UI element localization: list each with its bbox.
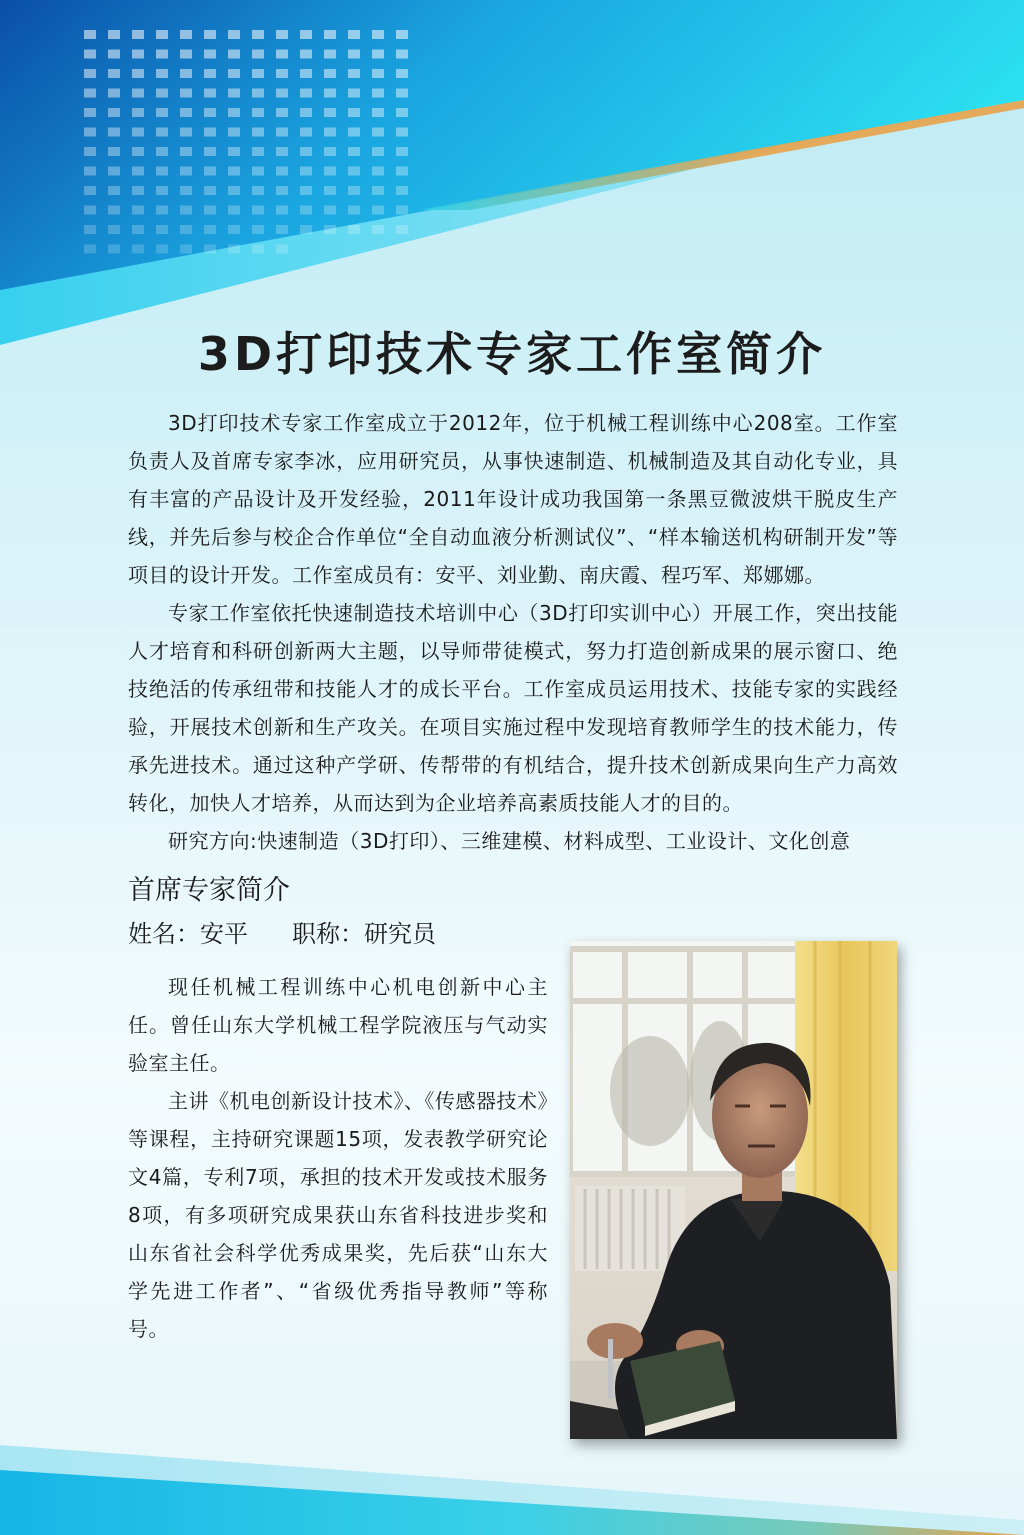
expert-name-rank xyxy=(128,914,436,949)
expert-biography xyxy=(128,968,548,1348)
research-directions: 研究方向:快速制造（3D打印）、三维建模、材料成型、工业设计、文化创意 xyxy=(168,829,851,853)
intro-paragraph: 3D打印技术专家工作室成立于2012年，位于机械工程训练中心208室。工作室负责人及首席专家李冰，应用研究员，从事快速制造、机械制造及其自动化专业，具有丰富的产品设计及开发经验，2011年设计成功我国第一条黑豆微波烘干脱皮生产线，并先后参与校企合作单位“全自动血液分析测试仪”、“样本输送机构研制开发”等项目的设计开发。工作室成员有：安平、刘业勤、南庆霞、程巧军、郑娜娜。 xyxy=(128,411,898,587)
page-title: 3D打印技术专家工作室简介 xyxy=(197,327,827,381)
expert-name: 姓名：安平 xyxy=(128,920,248,948)
expert-section-heading: 首席专家简介 xyxy=(128,875,290,906)
bio-paragraph: 主讲《机电创新设计技术》、《传感器技术》等课程，主持研究课题15项，发表教学研究论文4篇，专利7项，承担的技术开发或技术服务8项，有多项研究成果获山东省科技进步奖和山东省社会科学优秀成果奖，先后获“山东大学先进工作者”、“省级优秀指导教师”等称号。 xyxy=(128,1089,548,1341)
intro-paragraph: 专家工作室依托快速制造技术培训中心（3D打印实训中心）开展工作，突出技能人才培育和科研创新两大主题，以导师带徒模式，努力打造创新成果的展示窗口、绝技绝活的传承纽带和技能人才的成长平台。工作室成员运用技术、技能专家的实践经验，开展技术创新和生产攻关。在项目实施过程中发现培育教师学生的技术能力，传承先进技术。通过这种产学研、传帮带的有机结合，提升技术创新成果向生产力高效转化，加快人才培养，从而达到为企业培养高素质技能人才的目的。 xyxy=(128,601,898,815)
bio-paragraph: 现任机械工程训练中心机电创新中心主任。曾任山东大学机械工程学院液压与气动实验室主任。 xyxy=(128,975,548,1075)
expert-portrait-photo xyxy=(570,941,897,1439)
studio-introduction xyxy=(128,404,898,860)
expert-rank: 职称：研究员 xyxy=(292,920,436,948)
